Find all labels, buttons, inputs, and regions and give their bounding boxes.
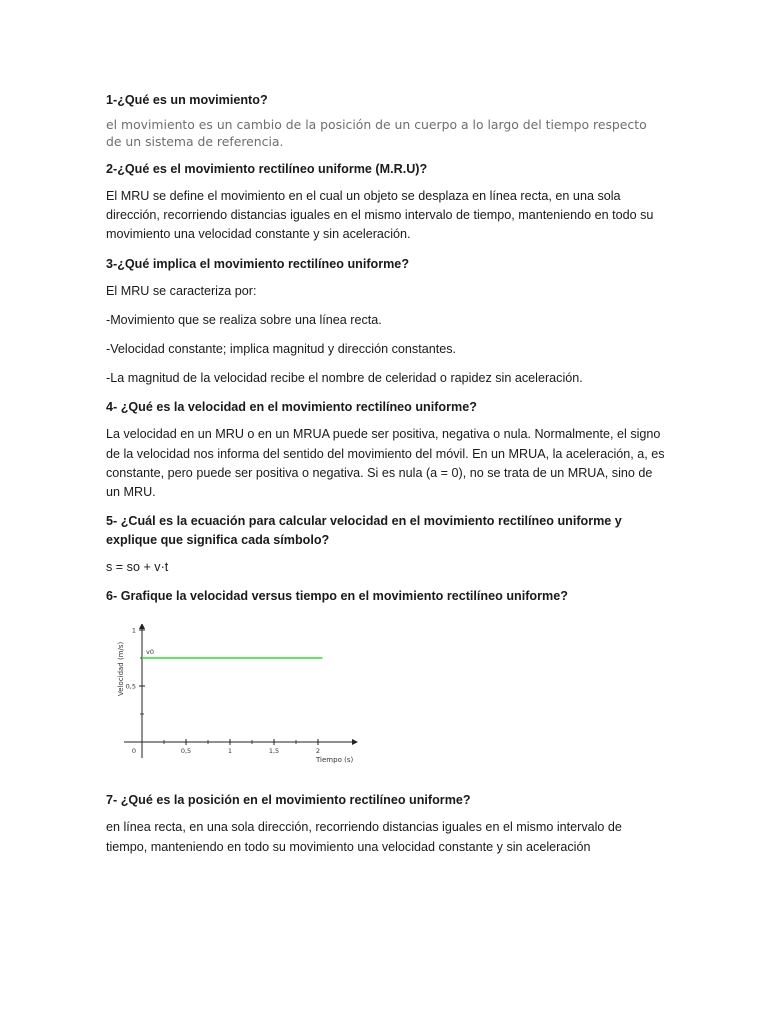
x-tick-label: 1: [227, 747, 233, 756]
question-1-title: 1-¿Qué es un movimiento?: [106, 93, 268, 107]
x-tick-label: 0,5: [180, 747, 192, 756]
x-axis-arrow: [352, 739, 358, 745]
question-4-title: 4- ¿Qué es la velocidad en el movimiento rectilíneo uniforme?: [106, 400, 477, 415]
question-1-answer: el movimiento es un cambio de la posición de un cuerpo a lo largo del tiempo respecto de un sistema de referencia.: [106, 117, 647, 149]
y-axis-label: Velocidad (m/s): [117, 642, 125, 697]
question-3-intro: El MRU se caracteriza por:: [106, 283, 257, 298]
question-7-title: 7- ¿Qué es la posición en el movimiento rectilíneo uniforme?: [106, 793, 471, 808]
question-7-answer: en línea recta, en una sola dirección, recorriendo distancias iguales en el mismo intervalo de tiempo, manteniendo en todo su movimiento una velocidad constante y sin aceleración: [106, 820, 622, 854]
y-tick-label: 0,5: [125, 682, 136, 691]
question-3-title: 3-¿Qué implica el movimiento rectilíneo uniforme?: [106, 256, 410, 271]
y-tick-label: 1: [131, 626, 136, 635]
question-6-title: 6- Grafique la velocidad versus tiempo en el movimiento rectilíneo uniforme?: [106, 589, 568, 604]
question-3-item: -Movimiento que se realiza sobre una línea recta.: [106, 312, 382, 327]
question-4-answer: La velocidad en un MRU o en un MRUA puede ser positiva, negativa o nula. Normalmente, el signo de la velocidad nos informa del sentido del movimiento del móvil. En un MRUA, la aceleración, a, es constante, pero puede ser positiva o negativa. Si es nula (a = 0), no se trata de un MRUA, sino de un MRU.: [106, 427, 665, 500]
question-2-answer: El MRU se define el movimiento en el cual un objeto se desplaza en línea recta, en una sola dirección, recorriendo distancias iguales en el mismo intervalo de tiempo, manteniendo en todo su movimiento una velocidad constante y sin aceleración.: [106, 189, 654, 242]
question-5-title: 5- ¿Cuál es la ecuación para calcular velocidad en el movimiento rectilíneo uniforme y explique que significa cada símbolo?: [106, 514, 622, 548]
velocity-time-chart: [114, 624, 364, 769]
question-5-equation: s = so + v·t: [106, 560, 169, 575]
x-tick-label: 1,5: [268, 747, 280, 756]
document-content: [106, 91, 666, 867]
v0-annotation: v0: [146, 648, 154, 657]
question-2-title: 2-¿Qué es el movimiento rectilíneo uniforme (M.R.U)?: [106, 162, 428, 176]
x-ticks: [132, 739, 320, 755]
velocity-time-chart-svg: [114, 624, 364, 769]
question-3-item: -La magnitud de la velocidad recibe el nombre de celeridad o rapidez sin aceleración.: [106, 371, 583, 386]
x-axis-label: Tiempo (s): [316, 756, 354, 765]
y-axis-arrow: [139, 624, 145, 629]
question-3-item: -Velocidad constante; implica magnitud y dirección constantes.: [106, 342, 457, 357]
x-tick-label: 0: [131, 747, 137, 756]
x-tick-label: 2: [315, 747, 321, 756]
